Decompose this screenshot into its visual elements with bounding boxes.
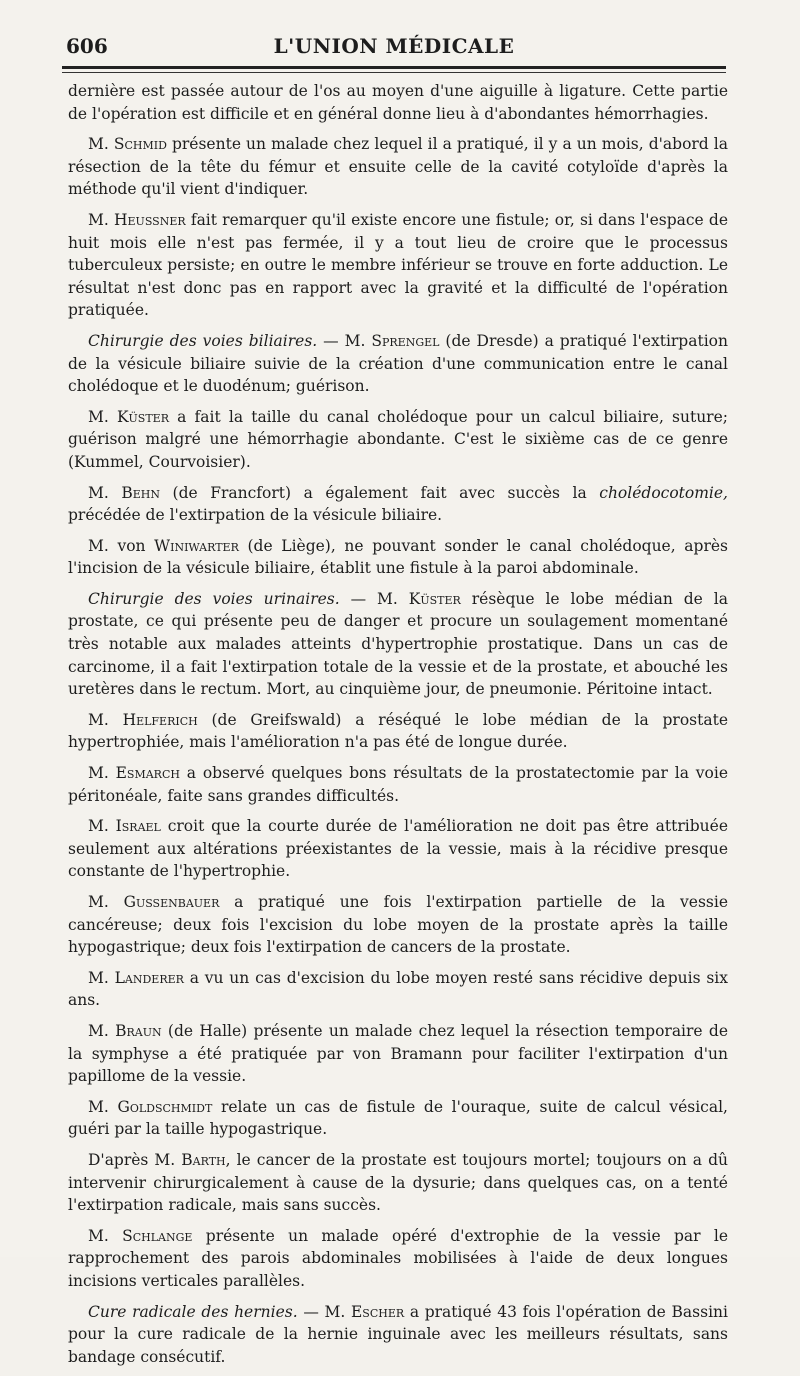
body-text — [68, 80, 728, 1376]
paragraph-prefix: — M. — [317, 331, 372, 350]
paragraph-prefix: M. — [88, 817, 116, 836]
paragraph — [68, 482, 728, 527]
paragraph-prefix: M. — [88, 210, 114, 229]
paragraph-text: (de Dresde) a pratiqué l'extirpation de la vésicule biliaire suivie de la création d'une communication entre le canal cholédoque et le duodénum; guérison. — [68, 331, 728, 396]
paragraph — [68, 406, 728, 474]
paragraph — [68, 330, 728, 398]
author-name: Helferich — [122, 710, 198, 729]
author-name: Küster — [408, 589, 461, 608]
section-heading: Chirurgie des voies biliaires. — [88, 331, 318, 350]
paragraph-text: présente un malade opéré d'extrophie de la vessie par le rapprochement des parois abdominales mobilisées à l'aide de deux longues incisions verticales parallèles. — [68, 1226, 728, 1290]
author-name: Winiwarter — [154, 536, 239, 555]
paragraph — [68, 1301, 728, 1369]
paragraph-text-continued: précédée de l'extirpation de la vésicule biliaire. — [68, 506, 443, 525]
header-rule-thin — [62, 72, 726, 73]
paragraph — [68, 967, 728, 1012]
author-name: Landerer — [114, 968, 184, 987]
paragraph-prefix: D'après M. — [88, 1150, 182, 1169]
header-rule-thick — [62, 66, 726, 69]
paragraph-text: a pratiqué une fois l'extirpation partielle de la vessie cancéreuse; deux fois l'excision du lobe moyen de la prostate après la taille hypogastrique; deux fois l'extirpation de cancers de la prostate. — [68, 893, 728, 957]
paragraph-text: (de Halle) présente un malade chez lequel la résection temporaire de la symphyse a été pratiquée par von Bramann pour faciliter l'extirpation d'un papillome de la vessie. — [68, 1021, 728, 1086]
paragraph — [68, 762, 728, 807]
paragraph-text: croit que la courte durée de l'amélioration ne doit pas être attribuée seulement aux altérations préexistantes de la vessie, mais à la récidive presque constante de l'hypertrophie. — [68, 817, 729, 881]
author-name: Gussenbauer — [123, 893, 220, 911]
author-name: Braun — [115, 1021, 162, 1040]
author-name: Barth — [181, 1150, 226, 1169]
paragraph-text: présente un malade chez lequel il a pratiqué, il y a un mois, d'abord la résection de la tête du fémur et ensuite celle de la cavité cotyloïde d'après la méthode qu'il vient d'indiquer. — [68, 135, 728, 199]
author-name: Heussner — [114, 210, 186, 229]
paragraph-text: (de Francfort) a également fait avec succès la — [159, 483, 600, 502]
paragraph-prefix: M. — [88, 968, 115, 987]
italic-term: cholédocotomie, — [599, 483, 728, 502]
paragraph-prefix: M. — [88, 135, 114, 154]
paragraph-prefix: M. — [88, 710, 123, 729]
page-header — [62, 32, 726, 62]
paragraph-prefix: M. — [88, 893, 124, 911]
page-number: 606 — [66, 34, 108, 58]
paragraph — [68, 1149, 728, 1217]
paragraph-prefix: M. — [88, 1226, 123, 1245]
paragraph — [68, 535, 728, 580]
paragraph-prefix: M. — [88, 483, 122, 502]
paragraph-prefix: M. — [88, 764, 116, 783]
section-heading: Chirurgie des voies urinaires. — [88, 589, 340, 608]
paragraph-prefix: M. — [88, 1097, 118, 1116]
paragraph-prefix: — M. — [339, 589, 409, 608]
paragraph-text: a pratiqué 43 fois l'opération de Bassini pour la cure radicale de la hernie inguinale avec les meilleurs résultats, sans bandage consécutif. — [68, 1302, 728, 1366]
author-name: Sprengel — [371, 331, 440, 350]
paragraph-text: relate un cas de fistule de l'ouraque, suite de calcul vésical, guéri par la taille hypogastrique. — [68, 1097, 728, 1139]
paragraph-prefix: M. von — [88, 536, 155, 555]
paragraph — [68, 209, 728, 322]
paragraph — [68, 891, 728, 959]
author-name: Escher — [350, 1302, 405, 1321]
paragraph — [68, 1096, 728, 1141]
author-name: Behn — [121, 483, 160, 502]
paragraph — [68, 588, 728, 701]
paragraph-text: a fait la taille du canal cholédoque pour un calcul biliaire, suture; guérison malgré une hémorrhagie abondante. C'est le sixième cas de ce genre (Kummel, Courvoisier). — [68, 407, 728, 471]
paragraph-text: (de Greifswald) a réséqué le lobe médian de la prostate hypertrophiée, mais l'amélioration n'a pas été de longue durée. — [68, 710, 728, 752]
section-heading: Cure radicale des hernies. — [88, 1302, 298, 1321]
paragraph — [68, 1020, 728, 1088]
author-name: Schlange — [122, 1226, 193, 1245]
paragraph — [68, 80, 728, 125]
paragraph — [68, 133, 728, 201]
paragraph — [68, 709, 728, 754]
paragraph-text: a vu un cas d'excision du lobe moyen resté sans récidive depuis six ans. — [68, 968, 728, 1010]
paragraph-text: dernière est passée autour de l'os au moyen d'une aiguille à ligature. Cette partie de l'opération est difficile et en général donne lieu à d'abondantes hémorrhagies. — [68, 82, 728, 123]
running-title: L'UNION MÉDICALE — [273, 34, 515, 58]
paragraph-text: résèque le lobe médian de la prostate, ce qui présente peu de danger et procure un soulagement momentané très notable aux malades atteints d'hypertrophie prostatique. Dans un cas de carcinome, il a fait l'extirpation totale de la vessie et de la prostate, et abouché les uretères dans le rectum. Mort, au cinquième jour, de pneumonie. Péritoine intact. — [68, 589, 728, 699]
paragraph-text: a observé quelques bons résultats de la prostatectomie par la voie péritonéale, faite sans grandes difficultés. — [68, 764, 728, 805]
paragraph-text: , le cancer de la prostate est toujours mortel; toujours on a dû intervenir chirurgicalement à cause de la dysurie; dans quelques cas, on a tenté l'extirpation radicale, mais sans succès. — [68, 1150, 728, 1215]
paragraph-text: fait remarquer qu'il existe encore une fistule; or, si dans l'espace de huit mois elle n'est pas fermée, il y a tout lieu de croire que le processus tuberculeux persiste; en outre le membre inférieur se trouve en forte adduction. Le résultat n'est donc pas en rapport avec la gravité et la difficulté de l'opération pratiquée. — [68, 210, 728, 320]
paragraph — [68, 1225, 728, 1293]
paragraph-prefix: M. — [88, 407, 117, 426]
author-name: Goldschmidt — [117, 1097, 213, 1116]
author-name: Esmarch — [115, 764, 180, 783]
author-name: Israel — [115, 817, 161, 836]
author-name: Küster — [116, 407, 169, 426]
paragraph — [68, 815, 728, 883]
author-name: Schmid — [113, 135, 167, 154]
paragraph-prefix: M. — [88, 1021, 116, 1040]
paragraph-prefix: — M. — [297, 1302, 351, 1321]
paragraph-text: (de Liège), ne pouvant sonder le canal cholédoque, après l'incision de la vésicule biliaire, établit une fistule à la paroi abdominale. — [68, 536, 728, 578]
